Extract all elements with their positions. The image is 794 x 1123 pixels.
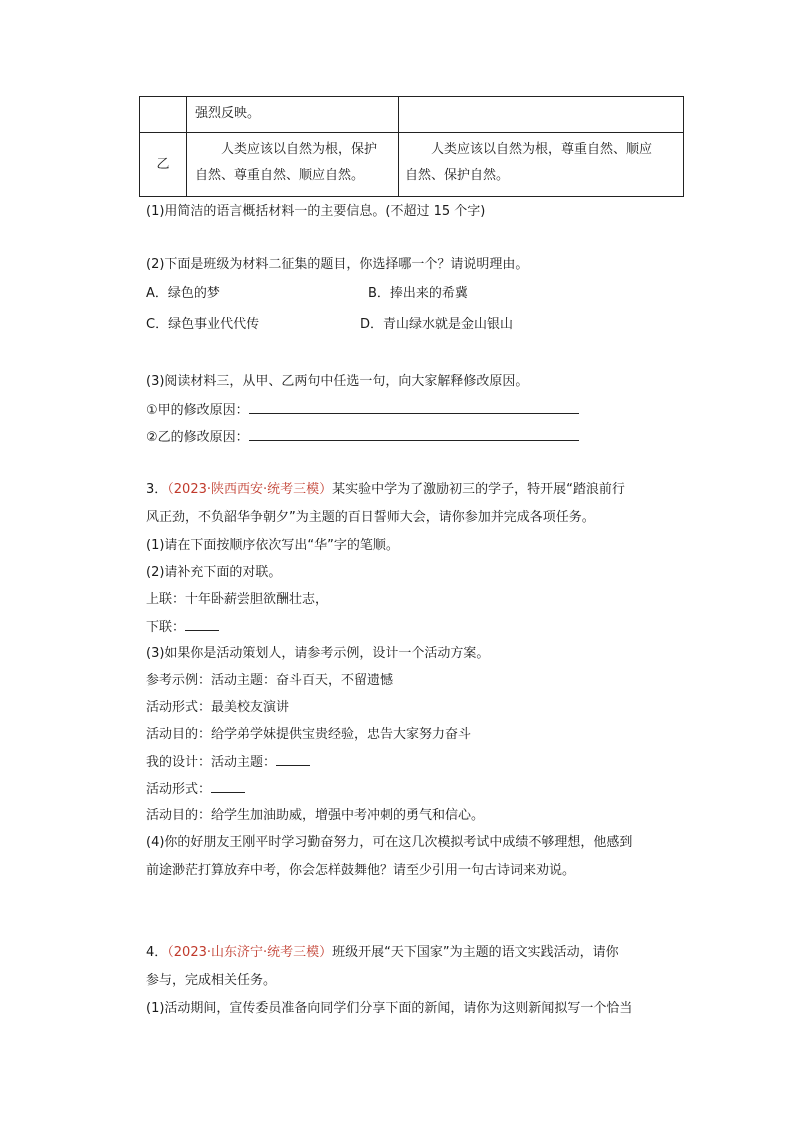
q3-stem-line1 xyxy=(146,481,625,499)
q3-sub4-line1: (4)你的好朋友王刚平时学习勤奋努力，可在这几次模拟考试中成绩不够理想，他感到 xyxy=(146,835,633,850)
option-b: B．捧出来的希冀 xyxy=(368,286,468,301)
question-number: 3． xyxy=(146,482,168,497)
question-source: （2023·山东济宁·统考三模） xyxy=(167,945,333,960)
option-c: C．绿色事业代代传 xyxy=(146,317,260,332)
reason-jia xyxy=(146,401,579,420)
option-d: D．青山绿水就是金山银山 xyxy=(360,317,514,332)
q2-sub1: (1)用简洁的语言概括材料一的主要信息。(不超过 15 个字) xyxy=(146,204,486,219)
cell-line: 人类应该以自然为根，保护 xyxy=(221,142,378,157)
q3-stem-line2: 风正劲，不负韶华争朝夕”为主题的百日誓师大会，请你参加并完成各项任务。 xyxy=(146,510,595,525)
couplet-upper: 上联：十年卧薪尝胆欲酬壮志， xyxy=(146,592,329,607)
table-row xyxy=(140,97,684,133)
question-number: 4． xyxy=(146,945,168,960)
question-source: （2023·陕西西安·统考三模） xyxy=(167,482,333,497)
cell-line: 人类应该以自然为根，尊重自然、顺应 xyxy=(431,142,653,157)
table-cell-revised xyxy=(399,97,684,133)
q3-sub2: (2)请补充下面的对联。 xyxy=(146,565,282,580)
q2-sub3: (3)阅读材料三，从甲、乙两句中任选一句，向大家解释修改原因。 xyxy=(146,374,529,389)
answer-blank-line[interactable] xyxy=(211,780,245,793)
answer-blank-line[interactable] xyxy=(276,753,310,766)
table-cell-original xyxy=(187,133,399,197)
my-theme xyxy=(146,753,310,772)
q3-sub4-line2: 前途渺茫打算放弃中考，你会怎样鼓舞他？请至少引用一句古诗词来劝说。 xyxy=(146,863,576,878)
cell-line: 自然、保护自然。 xyxy=(405,168,510,183)
reason-jia-label: ①甲的修改原因： xyxy=(146,403,249,418)
table-row xyxy=(140,133,684,197)
reason-yi xyxy=(146,428,579,447)
question-stem: 某实验中学为了激励初三的学子，特开展“踏浪前行 xyxy=(332,482,625,497)
q3-sub1: (1)请在下面按顺序依次写出“华”字的笔顺。 xyxy=(146,538,399,553)
my-form-label: 活动形式： xyxy=(146,782,212,797)
my-theme-label: 我的设计：活动主题： xyxy=(146,755,277,770)
reason-yi-label: ②乙的修改原因： xyxy=(146,430,249,445)
table-cell-original xyxy=(187,97,399,133)
question-stem: 班级开展“天下国家”为主题的语文实践活动，请你 xyxy=(332,945,619,960)
q4-stem-line1 xyxy=(146,944,619,962)
answer-blank-line[interactable] xyxy=(249,428,579,441)
couplet-lower-label: 下联： xyxy=(146,620,186,635)
table-cell-revised xyxy=(399,133,684,197)
material-table xyxy=(139,96,684,197)
table-label-cell xyxy=(140,97,187,133)
example-form: 活动形式：最美校友演讲 xyxy=(146,700,290,715)
my-form xyxy=(146,780,245,799)
q3-sub3: (3)如果你是活动策划人，请参考示例，设计一个活动方案。 xyxy=(146,646,490,661)
q4-stem-line2: 参与，完成相关任务。 xyxy=(146,973,277,988)
table-label-cell: 乙 xyxy=(140,133,187,197)
answer-blank-line[interactable] xyxy=(249,401,579,414)
example-goal: 活动目的：给学弟学妹提供宝贵经验，忠告大家努力奋斗 xyxy=(146,727,472,742)
example-theme: 参考示例：活动主题：奋斗百天，不留遗憾 xyxy=(146,673,394,688)
answer-blank-line[interactable] xyxy=(185,618,219,631)
cell-text xyxy=(187,133,398,189)
cell-text: 强烈反映。 xyxy=(195,106,261,121)
cell-text xyxy=(399,133,683,189)
couplet-lower xyxy=(146,618,219,637)
q4-sub1: (1)活动期间，宣传委员准备向同学们分享下面的新闻，请你为这则新闻拟写一个恰当 xyxy=(146,1001,633,1016)
cell-line: 自然、尊重自然、顺应自然。 xyxy=(195,168,365,183)
q2-sub2: (2)下面是班级为材料二征集的题目，你选择哪一个？请说明理由。 xyxy=(146,257,529,272)
my-goal: 活动目的：给学生加油助威，增强中考冲刺的勇气和信心。 xyxy=(146,808,485,823)
option-a: A．绿色的梦 xyxy=(146,286,220,301)
